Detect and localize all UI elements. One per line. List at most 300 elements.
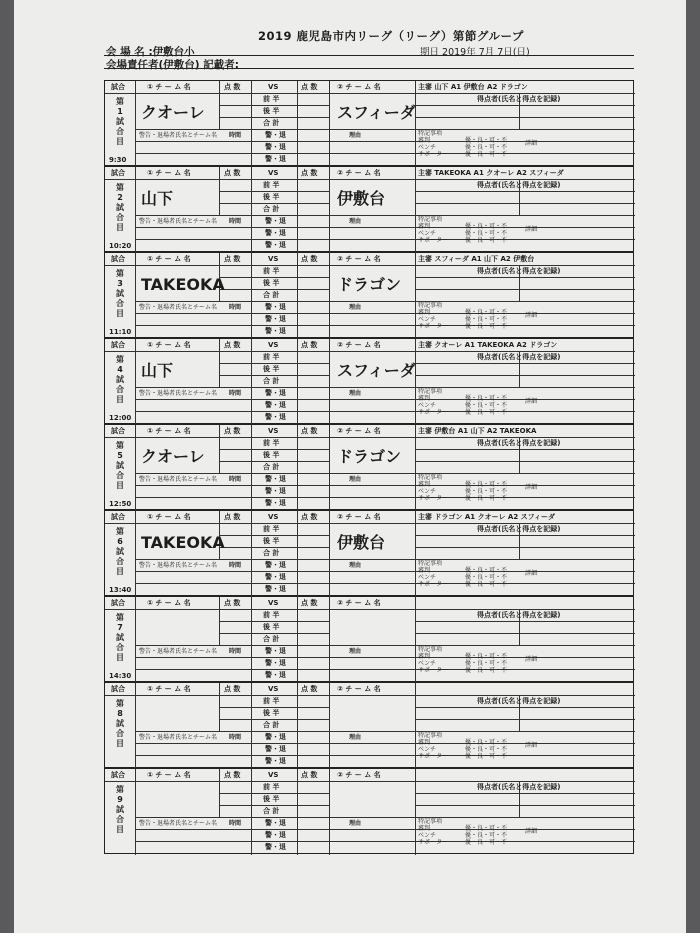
col-rule [329, 511, 330, 559]
match-number: 第 4 試 合 目 [116, 355, 124, 404]
bench-label: ベンチ [418, 144, 437, 151]
rating-scale: 優・良・可・不 [465, 481, 508, 488]
points-header-2: 点 数 [301, 513, 318, 521]
col-rule [251, 167, 252, 253]
team1-name: TAKEOKA [141, 275, 225, 294]
warning-label: 警・退 [265, 131, 286, 139]
second-half-label: 後 半 [263, 451, 280, 459]
warn-player-header: 警告・退場者氏名とチーム名 [139, 476, 218, 483]
notes-header: 特記事項 [418, 646, 443, 653]
row-rule [135, 731, 635, 732]
warning-label: 警・退 [265, 585, 286, 593]
row-rule [219, 277, 329, 278]
row-rule [219, 375, 329, 376]
col-rule [329, 81, 330, 129]
warning-label: 警・退 [265, 303, 286, 311]
col-rule [219, 425, 220, 473]
notes-header: 特記事項 [418, 302, 443, 309]
referee-label: 審判 [418, 739, 431, 746]
rating-scale: 優・良・可・不 [465, 495, 508, 502]
warning-label: 警・退 [265, 315, 286, 323]
row-rule [219, 289, 329, 290]
col-rule [251, 683, 252, 769]
warning-label: 警・退 [265, 819, 286, 827]
vs-label: VS [268, 255, 279, 263]
row-rule [135, 669, 635, 670]
match-label: 試合 [111, 255, 125, 263]
first-half-label: 前 半 [263, 525, 280, 533]
time-header: 時間 [229, 562, 242, 569]
warning-label: 警・退 [265, 413, 286, 421]
first-half-label: 前 半 [263, 611, 280, 619]
match-label: 試合 [111, 685, 125, 693]
match-block [104, 166, 634, 252]
row-rule [219, 633, 329, 634]
rating-scale: 優・良・可・不 [465, 144, 508, 151]
supporter-label: サポーター [418, 753, 449, 760]
row-rule [105, 265, 635, 266]
row-rule [219, 535, 329, 536]
warning-label: 警・退 [265, 659, 286, 667]
start-time: 11:10 [109, 328, 132, 336]
team1-name: 山下 [141, 189, 174, 208]
points-header-2: 点 数 [301, 427, 318, 435]
referee-label: 審判 [418, 567, 431, 574]
col-rule [329, 731, 330, 769]
second-half-label: 後 半 [263, 107, 280, 115]
warning-label: 警・退 [265, 487, 286, 495]
team1-name: 山下 [141, 361, 174, 380]
scorer-header: 得点者(氏名と得点を記録) [477, 95, 561, 103]
row-rule [219, 363, 329, 364]
col-rule [415, 597, 416, 683]
warn-player-header: 警告・退場者氏名とチーム名 [139, 390, 218, 397]
col-rule [135, 683, 136, 769]
warning-label: 警・退 [265, 475, 286, 483]
col-rule [297, 167, 298, 215]
col-rule [135, 597, 136, 683]
team1-name: クオーレ [141, 447, 205, 466]
start-time: 12:00 [109, 414, 132, 422]
row-rule [415, 547, 635, 548]
row-rule [105, 437, 635, 438]
vs-label: VS [268, 427, 279, 435]
team2-header: ② チ ー ム 名 [337, 169, 381, 177]
col-rule [329, 645, 330, 683]
reason-label: 理由 [349, 304, 362, 311]
row-rule [219, 461, 329, 462]
referee-label: 審判 [418, 223, 431, 230]
row-rule [105, 93, 635, 94]
col-rule [415, 339, 416, 425]
rating-scale: 優・良・可・不 [465, 832, 508, 839]
match-number: 第 1 試 合 目 [116, 97, 124, 146]
row-rule [135, 153, 635, 154]
warn-player-header: 警告・退場者氏名とチーム名 [139, 562, 218, 569]
row-rule [219, 191, 329, 192]
referee-assignment: 主審 山下 A1 伊敷台 A2 ドラゴン [418, 83, 528, 91]
points-header: 点 数 [224, 255, 241, 263]
row-rule [105, 179, 635, 180]
row-rule [415, 707, 635, 708]
row-rule [105, 609, 635, 610]
detail-label: 詳細 [525, 140, 538, 147]
referee-label: 審判 [418, 395, 431, 402]
row-rule [135, 571, 635, 572]
detail-label: 詳細 [525, 570, 538, 577]
row-rule [219, 805, 329, 806]
col-rule [135, 511, 136, 597]
match-date: 期日 2019年 7月 7日(日) [420, 47, 530, 58]
row-rule [415, 203, 635, 204]
team2-name: 伊敷台 [337, 533, 386, 552]
col-rule [135, 339, 136, 425]
team1-name: クオーレ [141, 103, 205, 122]
vs-label: VS [268, 685, 279, 693]
scorer-header: 得点者(氏名と得点を記録) [477, 525, 561, 533]
scorer-header: 得点者(氏名と得点を記録) [477, 611, 561, 619]
first-half-label: 前 半 [263, 181, 280, 189]
points-header-2: 点 数 [301, 685, 318, 693]
col-rule [135, 425, 136, 511]
match-block [104, 338, 634, 424]
rating-scale: 優・良・可・不 [465, 839, 508, 846]
warning-label: 警・退 [265, 401, 286, 409]
warning-label: 警・退 [265, 143, 286, 151]
rating-scale: 優・良・可・不 [465, 230, 508, 237]
referee-assignment: 主審 ドラゴン A1 クオーレ A2 スフィーダ [418, 513, 556, 521]
time-header: 時間 [229, 218, 242, 225]
match-block [104, 510, 634, 596]
col-rule [415, 769, 416, 855]
team2-header: ② チ ー ム 名 [337, 341, 381, 349]
match-label: 試合 [111, 83, 125, 91]
notes-header: 特記事項 [418, 388, 443, 395]
second-half-label: 後 半 [263, 537, 280, 545]
detail-label: 詳細 [525, 484, 538, 491]
row-rule [135, 227, 635, 228]
rating-scale: 優・良・可・不 [465, 316, 508, 323]
match-number: 第 5 試 合 目 [116, 441, 124, 490]
warning-label: 警・退 [265, 831, 286, 839]
match-number: 第 8 試 合 目 [116, 699, 124, 748]
referee-label: 審判 [418, 309, 431, 316]
row-rule [219, 719, 329, 720]
rating-scale: 優・良・可・不 [465, 746, 508, 753]
total-label: 合 計 [263, 205, 280, 213]
row-rule [135, 559, 635, 560]
team1-header: ① チ ー ム 名 [147, 427, 191, 435]
warning-label: 警・退 [265, 327, 286, 335]
team1-header: ① チ ー ム 名 [147, 685, 191, 693]
reason-label: 理由 [349, 132, 362, 139]
rating-scale: 優・良・可・不 [465, 581, 508, 588]
team2-header: ② チ ー ム 名 [337, 771, 381, 779]
row-rule [135, 129, 635, 130]
warn-player-header: 警告・退場者氏名とチーム名 [139, 132, 218, 139]
supporter-label: サポーター [418, 409, 449, 416]
rating-scale: 優・良・可・不 [465, 739, 508, 746]
col-rule [219, 167, 220, 215]
col-rule [415, 425, 416, 511]
points-header-2: 点 数 [301, 83, 318, 91]
col-rule [297, 817, 298, 855]
start-time: 13:40 [109, 586, 132, 594]
team1-header: ① チ ー ム 名 [147, 169, 191, 177]
row-rule [105, 695, 635, 696]
match-block [104, 80, 634, 166]
col-rule [219, 339, 220, 387]
first-half-label: 前 半 [263, 783, 280, 791]
referee-label: 審判 [418, 137, 431, 144]
rating-scale: 優・良・可・不 [465, 567, 508, 574]
col-rule [329, 387, 330, 425]
sheet-title: 2019 鹿児島市内リーグ（リーグ）第節グループ [258, 29, 524, 43]
row-rule [415, 375, 635, 376]
scorer-header: 得点者(氏名と得点を記録) [477, 697, 561, 705]
col-rule [135, 769, 136, 855]
referee-assignment: 主審 クオーレ A1 TAKEOKA A2 ドラゴン [418, 341, 558, 349]
reason-label: 理由 [349, 218, 362, 225]
total-label: 合 計 [263, 119, 280, 127]
rating-scale: 優・良・可・不 [465, 488, 508, 495]
col-rule [251, 511, 252, 597]
scorer-header: 得点者(氏名と得点を記録) [477, 783, 561, 791]
referee-assignment: 主審 伊敷台 A1 山下 A2 TAKEOKA [418, 427, 537, 435]
points-header-2: 点 数 [301, 169, 318, 177]
time-header: 時間 [229, 648, 242, 655]
second-half-label: 後 半 [263, 709, 280, 717]
start-time: 14:30 [109, 672, 132, 680]
col-rule [297, 339, 298, 387]
col-rule [329, 215, 330, 253]
notes-header: 特記事項 [418, 732, 443, 739]
total-label: 合 計 [263, 463, 280, 471]
row-rule [415, 191, 635, 192]
row-rule [415, 805, 635, 806]
col-rule [329, 597, 330, 645]
row-rule [415, 449, 635, 450]
bench-label: ベンチ [418, 230, 437, 237]
warning-label: 警・退 [265, 229, 286, 237]
row-rule [415, 793, 635, 794]
match-label: 試合 [111, 771, 125, 779]
warning-label: 警・退 [265, 745, 286, 753]
warning-label: 警・退 [265, 733, 286, 741]
rating-scale: 優・良・可・不 [465, 237, 508, 244]
notes-header: 特記事項 [418, 130, 443, 137]
team1-header: ① チ ー ム 名 [147, 599, 191, 607]
points-header: 点 数 [224, 83, 241, 91]
row-rule [135, 829, 635, 830]
row-rule [135, 583, 635, 584]
warn-player-header: 警告・退場者氏名とチーム名 [139, 304, 218, 311]
reason-label: 理由 [349, 648, 362, 655]
time-header: 時間 [229, 390, 242, 397]
match-label: 試合 [111, 341, 125, 349]
row-rule [415, 461, 635, 462]
team2-name: スフィーダ [337, 361, 416, 380]
rating-scale: 優・良・可・不 [465, 402, 508, 409]
vs-label: VS [268, 599, 279, 607]
rating-scale: 優・良・可・不 [465, 409, 508, 416]
header-rule [104, 55, 634, 56]
row-rule [135, 645, 635, 646]
row-rule [415, 277, 635, 278]
bench-label: ベンチ [418, 832, 437, 839]
rating-scale: 優・良・可・不 [465, 653, 508, 660]
col-rule [329, 817, 330, 855]
bench-label: ベンチ [418, 316, 437, 323]
col-rule [219, 769, 220, 817]
warn-player-header: 警告・退場者氏名とチーム名 [139, 648, 218, 655]
total-label: 合 計 [263, 549, 280, 557]
team2-name: スフィーダ [337, 103, 416, 122]
col-rule [297, 81, 298, 129]
points-header-2: 点 数 [301, 599, 318, 607]
time-header: 時間 [229, 304, 242, 311]
col-rule [219, 597, 220, 645]
team1-header: ① チ ー ム 名 [147, 771, 191, 779]
points-header-2: 点 数 [301, 341, 318, 349]
start-time: 10:20 [109, 242, 132, 250]
row-rule [135, 215, 635, 216]
col-rule [329, 559, 330, 597]
scorer-header: 得点者(氏名と得点を記録) [477, 181, 561, 189]
col-rule [297, 129, 298, 167]
team1-name: TAKEOKA [141, 533, 225, 552]
notes-header: 特記事項 [418, 560, 443, 567]
team2-name: 伊敷台 [337, 189, 386, 208]
row-rule [135, 141, 635, 142]
row-rule [105, 781, 635, 782]
team2-header: ② チ ー ム 名 [337, 427, 381, 435]
points-header: 点 数 [224, 169, 241, 177]
vs-label: VS [268, 513, 279, 521]
rating-scale: 優・良・可・不 [465, 660, 508, 667]
second-half-label: 後 半 [263, 623, 280, 631]
team1-header: ① チ ー ム 名 [147, 83, 191, 91]
notes-header: 特記事項 [418, 818, 443, 825]
row-rule [415, 363, 635, 364]
match-block [104, 424, 634, 510]
rating-scale: 優・良・可・不 [465, 223, 508, 230]
row-rule [219, 449, 329, 450]
detail-label: 詳細 [525, 828, 538, 835]
detail-label: 詳細 [525, 398, 538, 405]
rating-scale: 優・良・可・不 [465, 753, 508, 760]
row-rule [415, 633, 635, 634]
team2-name: ドラゴン [337, 447, 402, 466]
col-rule [329, 425, 330, 473]
match-number: 第 3 試 合 目 [116, 269, 124, 318]
notes-header: 特記事項 [418, 216, 443, 223]
col-rule [297, 425, 298, 473]
scorer-header: 得点者(氏名と得点を記録) [477, 353, 561, 361]
warning-label: 警・退 [265, 671, 286, 679]
row-rule [415, 117, 635, 118]
col-rule [329, 339, 330, 387]
row-rule [135, 755, 635, 756]
header-rule [104, 68, 634, 69]
points-header: 点 数 [224, 771, 241, 779]
col-rule [297, 387, 298, 425]
rating-scale: 優・良・可・不 [465, 309, 508, 316]
row-rule [219, 547, 329, 548]
match-number: 第 7 試 合 目 [116, 613, 124, 662]
notes-header: 特記事項 [418, 474, 443, 481]
total-label: 合 計 [263, 635, 280, 643]
match-number: 第 9 試 合 目 [116, 785, 124, 834]
team2-header: ② チ ー ム 名 [337, 255, 381, 263]
points-header-2: 点 数 [301, 255, 318, 263]
row-rule [219, 105, 329, 106]
start-time: 12:50 [109, 500, 132, 508]
second-half-label: 後 半 [263, 795, 280, 803]
bench-label: ベンチ [418, 402, 437, 409]
warning-label: 警・退 [265, 389, 286, 397]
team1-header: ① チ ー ム 名 [147, 513, 191, 521]
col-rule [297, 253, 298, 301]
points-header: 点 数 [224, 513, 241, 521]
col-rule [329, 301, 330, 339]
detail-label: 詳細 [525, 742, 538, 749]
warning-label: 警・退 [265, 241, 286, 249]
match-label: 試合 [111, 599, 125, 607]
rating-scale: 優・良・可・不 [465, 137, 508, 144]
supporter-label: サポーター [418, 237, 449, 244]
row-rule [135, 657, 635, 658]
reason-label: 理由 [349, 820, 362, 827]
row-rule [219, 203, 329, 204]
bench-label: ベンチ [418, 746, 437, 753]
match-block [104, 252, 634, 338]
match-label: 試合 [111, 169, 125, 177]
rating-scale: 優・良・可・不 [465, 323, 508, 330]
col-rule [297, 511, 298, 559]
col-rule [135, 81, 136, 167]
team2-header: ② チ ー ム 名 [337, 599, 381, 607]
first-half-label: 前 半 [263, 697, 280, 705]
col-rule [415, 511, 416, 597]
match-number: 第 2 試 合 目 [116, 183, 124, 232]
warning-label: 警・退 [265, 499, 286, 507]
warning-label: 警・退 [265, 573, 286, 581]
col-rule [297, 769, 298, 817]
second-half-label: 後 半 [263, 193, 280, 201]
row-rule [105, 351, 635, 352]
warn-player-header: 警告・退場者氏名とチーム名 [139, 820, 218, 827]
warning-label: 警・退 [265, 647, 286, 655]
time-header: 時間 [229, 820, 242, 827]
match-number: 第 6 試 合 目 [116, 527, 124, 576]
points-header-2: 点 数 [301, 771, 318, 779]
supporter-label: サポーター [418, 839, 449, 846]
first-half-label: 前 半 [263, 95, 280, 103]
col-rule [297, 559, 298, 597]
row-rule [135, 411, 635, 412]
col-rule [251, 597, 252, 683]
venue-manager: 会場責任者(伊敷台) 記載者: [106, 59, 239, 71]
col-rule [329, 769, 330, 817]
scorer-header: 得点者(氏名と得点を記録) [477, 439, 561, 447]
points-header: 点 数 [224, 599, 241, 607]
col-rule [251, 253, 252, 339]
col-rule [415, 683, 416, 769]
total-label: 合 計 [263, 807, 280, 815]
total-label: 合 計 [263, 721, 280, 729]
warning-label: 警・退 [265, 843, 286, 851]
